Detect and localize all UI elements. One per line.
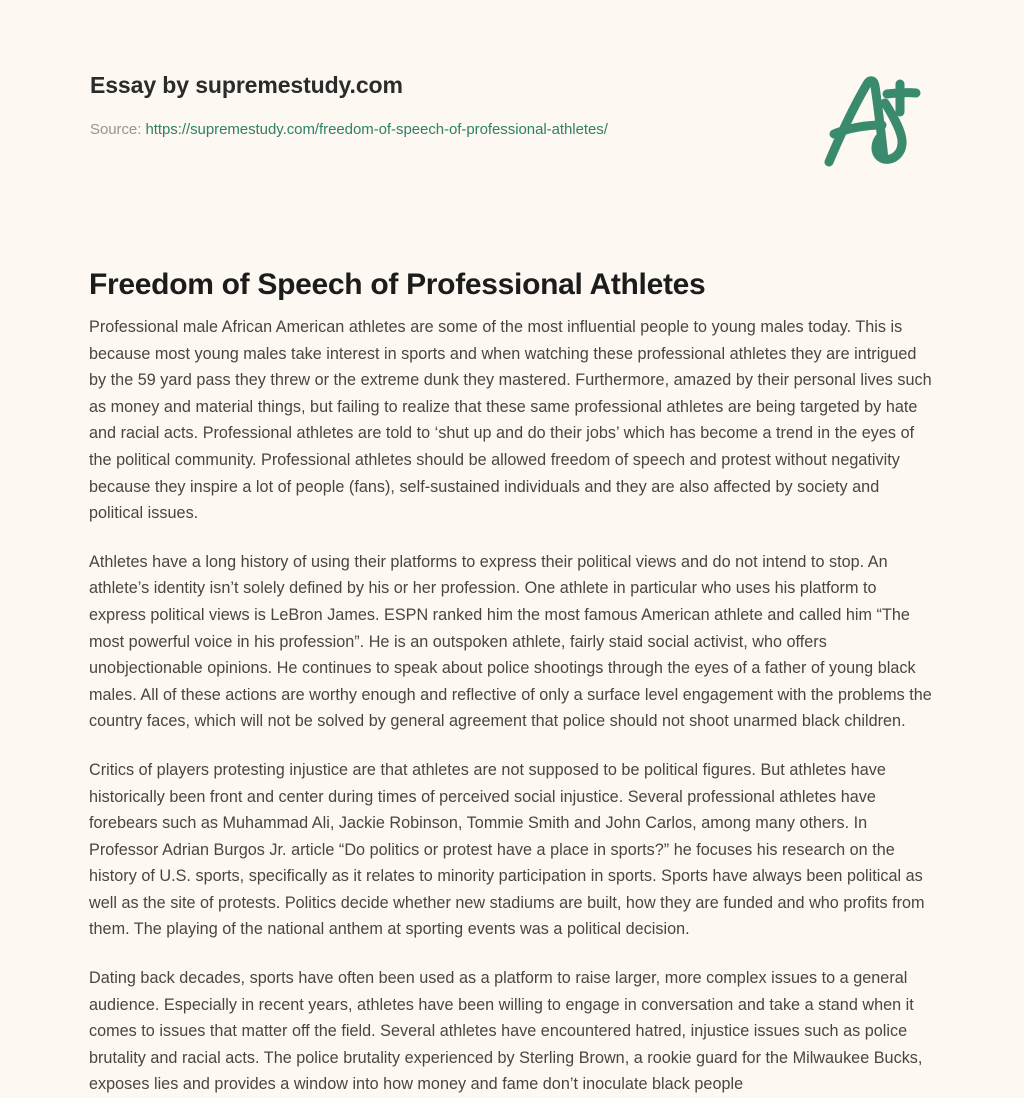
source-label: Source: [90, 121, 146, 138]
source-url-link[interactable]: https://supremestudy.com/freedom-of-speech-of-professional-athletes/ [145, 121, 608, 138]
paragraph: Professional male African American athletes are some of the most influential people to young males today. This is because most young males take interest in sports and when watching these professional athletes they are intrigued by the 59 yard pass they threw or the extreme dunk they mastered. Furthermore, amazed by their personal lives such as money and material things, but failing to realize that these same professional athletes are being targeted by hate and racial acts. Professional athletes are told to ‘shut up and do their jobs’ which has become a trend in the eyes of the political community. Professional athletes should be allowed freedom of speech and protest without negativity because they inspire a lot of people (fans), self-sustained individuals and they are also affected by society and political issues. [89, 318, 932, 523]
paragraph: Dating back decades, sports have often been used as a platform to raise larger, more complex issues to a general audience. Especially in recent years, athletes have been willing to engage in conversation and take a stand when it comes to issues that matter off the field. Several athletes have encountered hatred, injustice issues such as police brutality and racial acts. The police brutality experienced by Sterling Brown, a rookie guard for the Milwaukee Bucks, exposes lies and provides a window into how money and fame don’t inoculate black people [89, 969, 923, 1094]
a-plus-logo[interactable] [812, 62, 932, 182]
page-title: Freedom of Speech of Professional Athletes [89, 268, 706, 302]
page-header [0, 0, 1024, 200]
essay-body [89, 314, 933, 1098]
source-line [90, 121, 608, 138]
paragraph: Athletes have a long history of using their platforms to express their political views and do not intend to stop. An athlete’s identity isn’t solely defined by his or her profession. One athlete in particular who uses his platform to express political views is LeBron James. ESPN ranked him the most famous American athlete and called him “The most powerful voice in his profession”. He is an outspoken athlete, fairly staid social activist, who offers unobjectionable opinions. He continues to speak about police shootings through the eyes of a father of young black males. All of these actions are worthy enough and reflective of only a surface level engagement with the problems the country faces, which will not be solved by general agreement that police should not shoot unarmed black children. [89, 552, 932, 731]
byline: Essay by supremestudy.com [90, 72, 403, 98]
paragraph: Critics of players protesting injustice are that athletes are not supposed to be political figures. But athletes have historically been front and center during times of perceived social injustice. Several professional athletes have forebears such as Muhammad Ali, Jackie Robinson, Tommie Smith and John Carlos, among many others. In Professor Adrian Burgos Jr. article “Do politics or protest have a place in sports?” he focuses his research on the history of U.S. sports, specifically as it relates to minority participation in sports. Sports have always been political as well as the site of protests. Politics decide whether new stadiums are built, how they are funded and who profits from them. The playing of the national anthem at sporting events was a political decision. [89, 760, 925, 939]
